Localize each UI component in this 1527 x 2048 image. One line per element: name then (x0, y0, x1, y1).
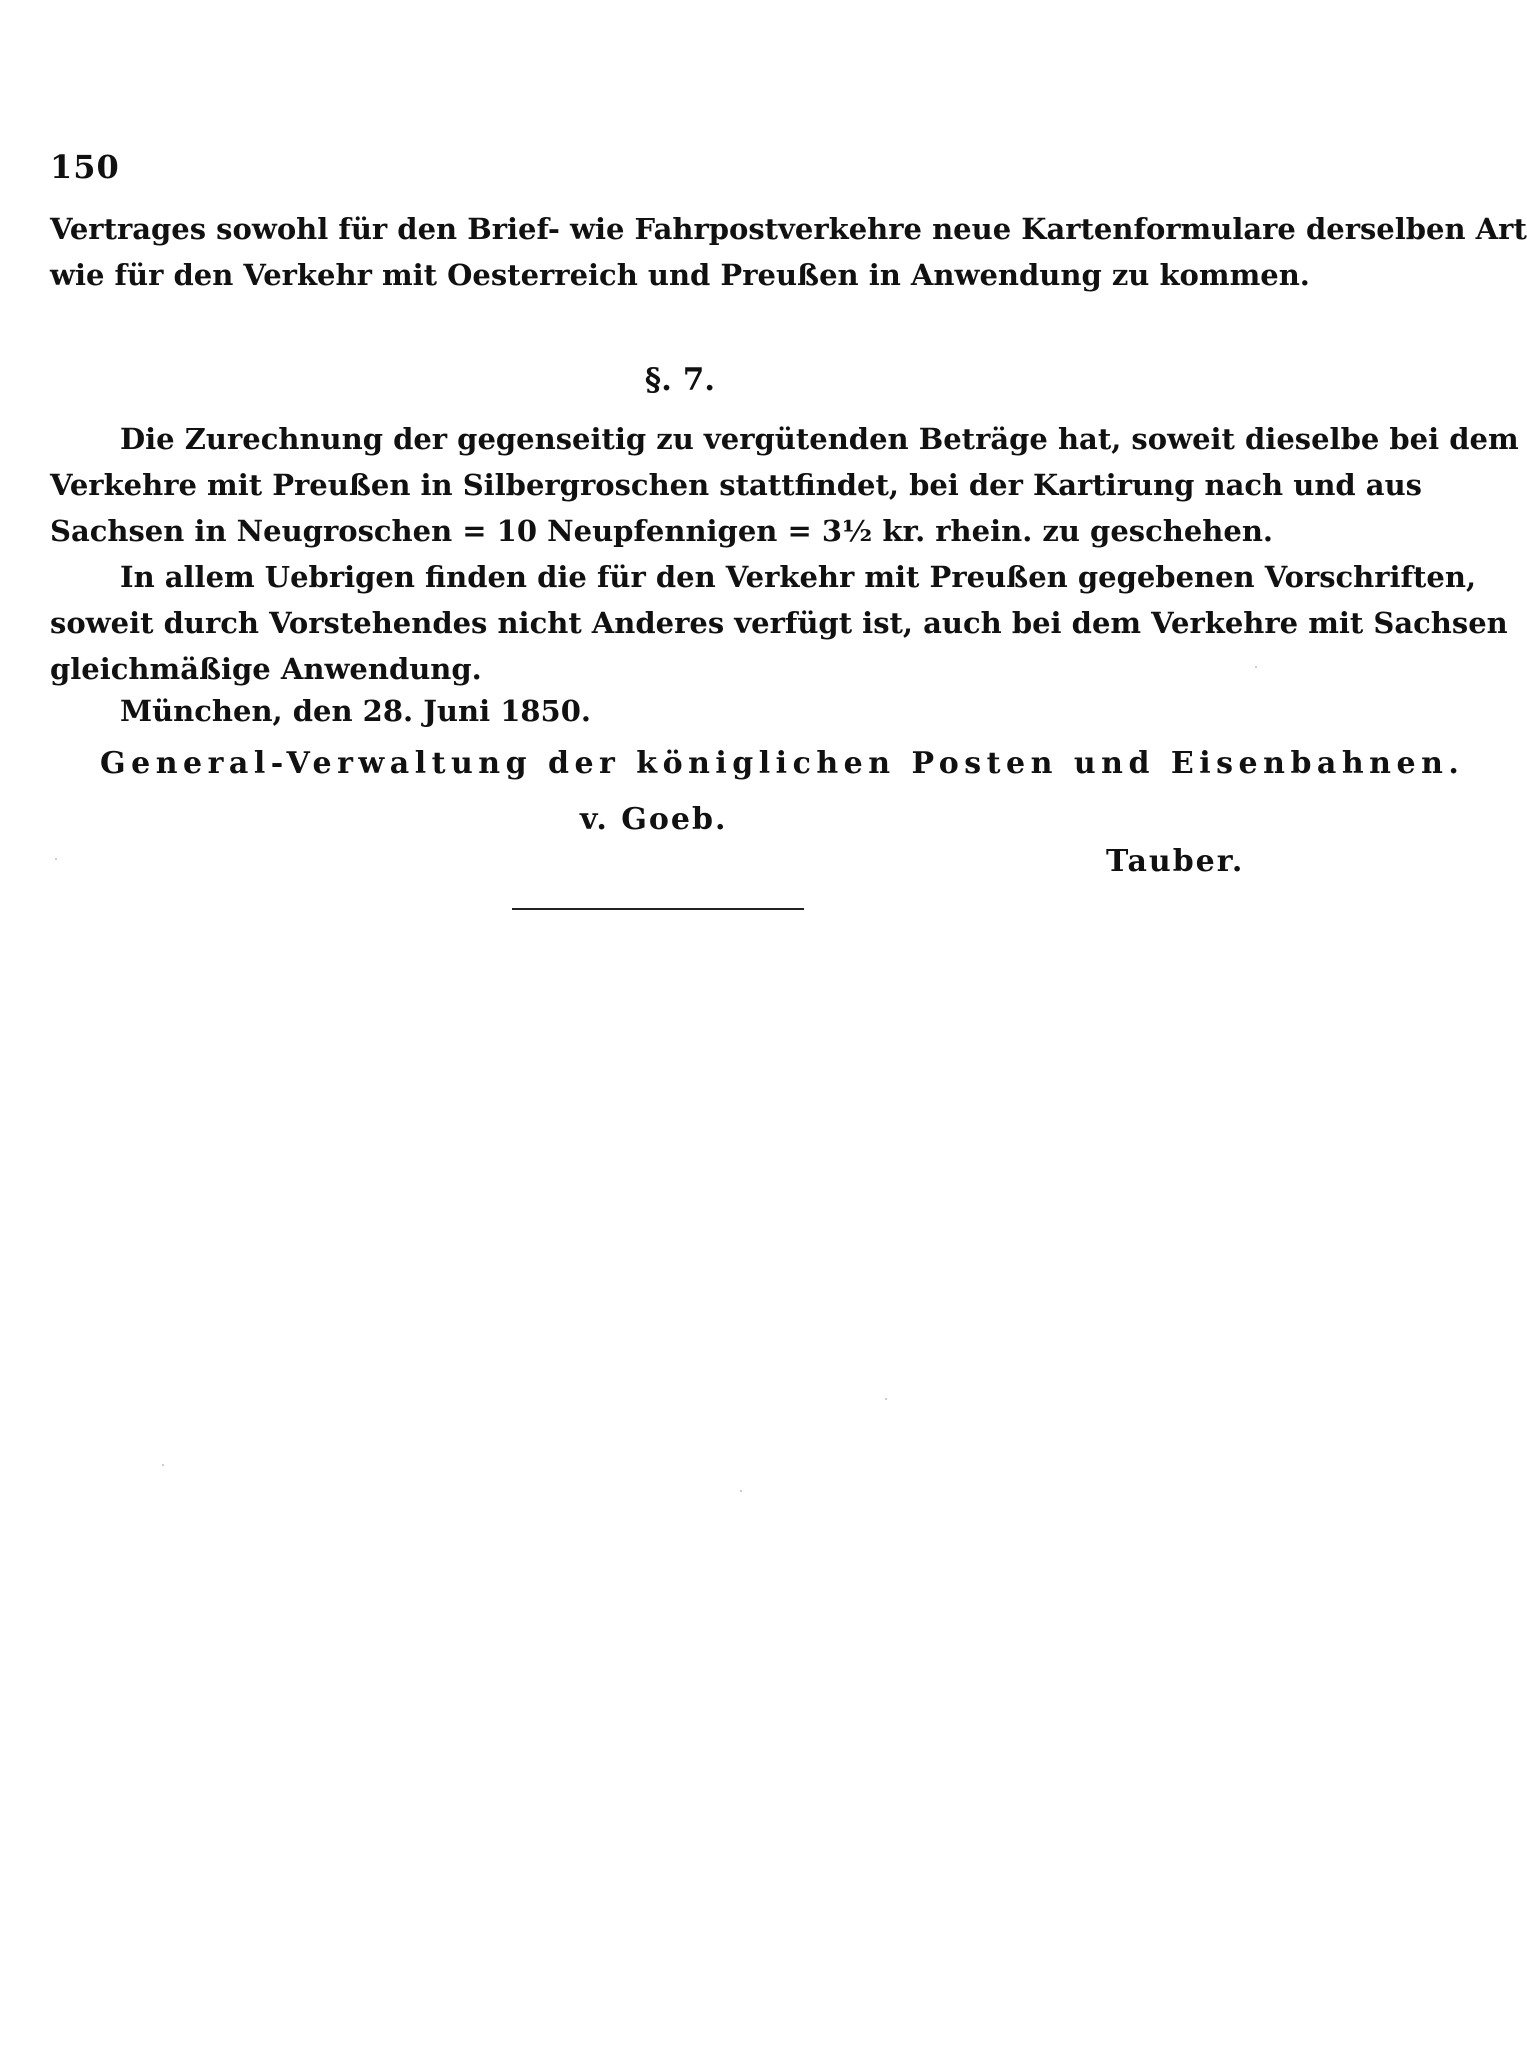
text-line: In allem Uebrigen finden die für den Verkehr mit Preußen gegebenen Vorschriften, (120, 560, 1477, 594)
signature-primary: v. Goeb. (580, 802, 728, 837)
text-line: soweit durch Vorstehendes nicht Anderes verfügt ist, auch bei dem Verkehre mit Sachsen (50, 606, 1508, 640)
paragraph-continuation (50, 206, 1527, 298)
page-number: 150 (50, 148, 120, 186)
scan-speck (885, 1398, 887, 1400)
signature-secondary: Tauber. (1106, 844, 1245, 879)
scan-speck (1255, 666, 1257, 668)
section-heading: §. 7. (644, 362, 716, 398)
text-line: gleichmäßige Anwendung. (50, 652, 482, 686)
issuing-authority: General-Verwaltung der königlichen Posten und Eisenbahnen. (100, 746, 1465, 781)
text-line: Die Zurechnung der gegenseitig zu vergütenden Beträge hat, soweit dieselbe bei dem (120, 422, 1519, 456)
text-line: Verkehre mit Preußen in Silbergroschen stattfindet, bei der Kartirung nach und aus (50, 468, 1422, 502)
text-line: wie für den Verkehr mit Oesterreich und Preußen in Anwendung zu kommen. (50, 258, 1310, 292)
place-date: München, den 28. Juni 1850. (120, 694, 592, 728)
scan-speck (162, 1464, 164, 1466)
scan-speck (55, 858, 57, 860)
paragraph-uebrigen (50, 554, 1508, 692)
closing-rule (512, 908, 804, 910)
scan-speck (740, 1490, 742, 1492)
text-line: Vertrages sowohl für den Brief- wie Fahrpostverkehre neue Kartenformulare derselben Art (50, 212, 1527, 246)
text-line: Sachsen in Neugroschen = 10 Neupfennigen = 3½ kr. rhein. zu geschehen. (50, 514, 1273, 548)
paragraph-zurechnung (50, 416, 1519, 554)
